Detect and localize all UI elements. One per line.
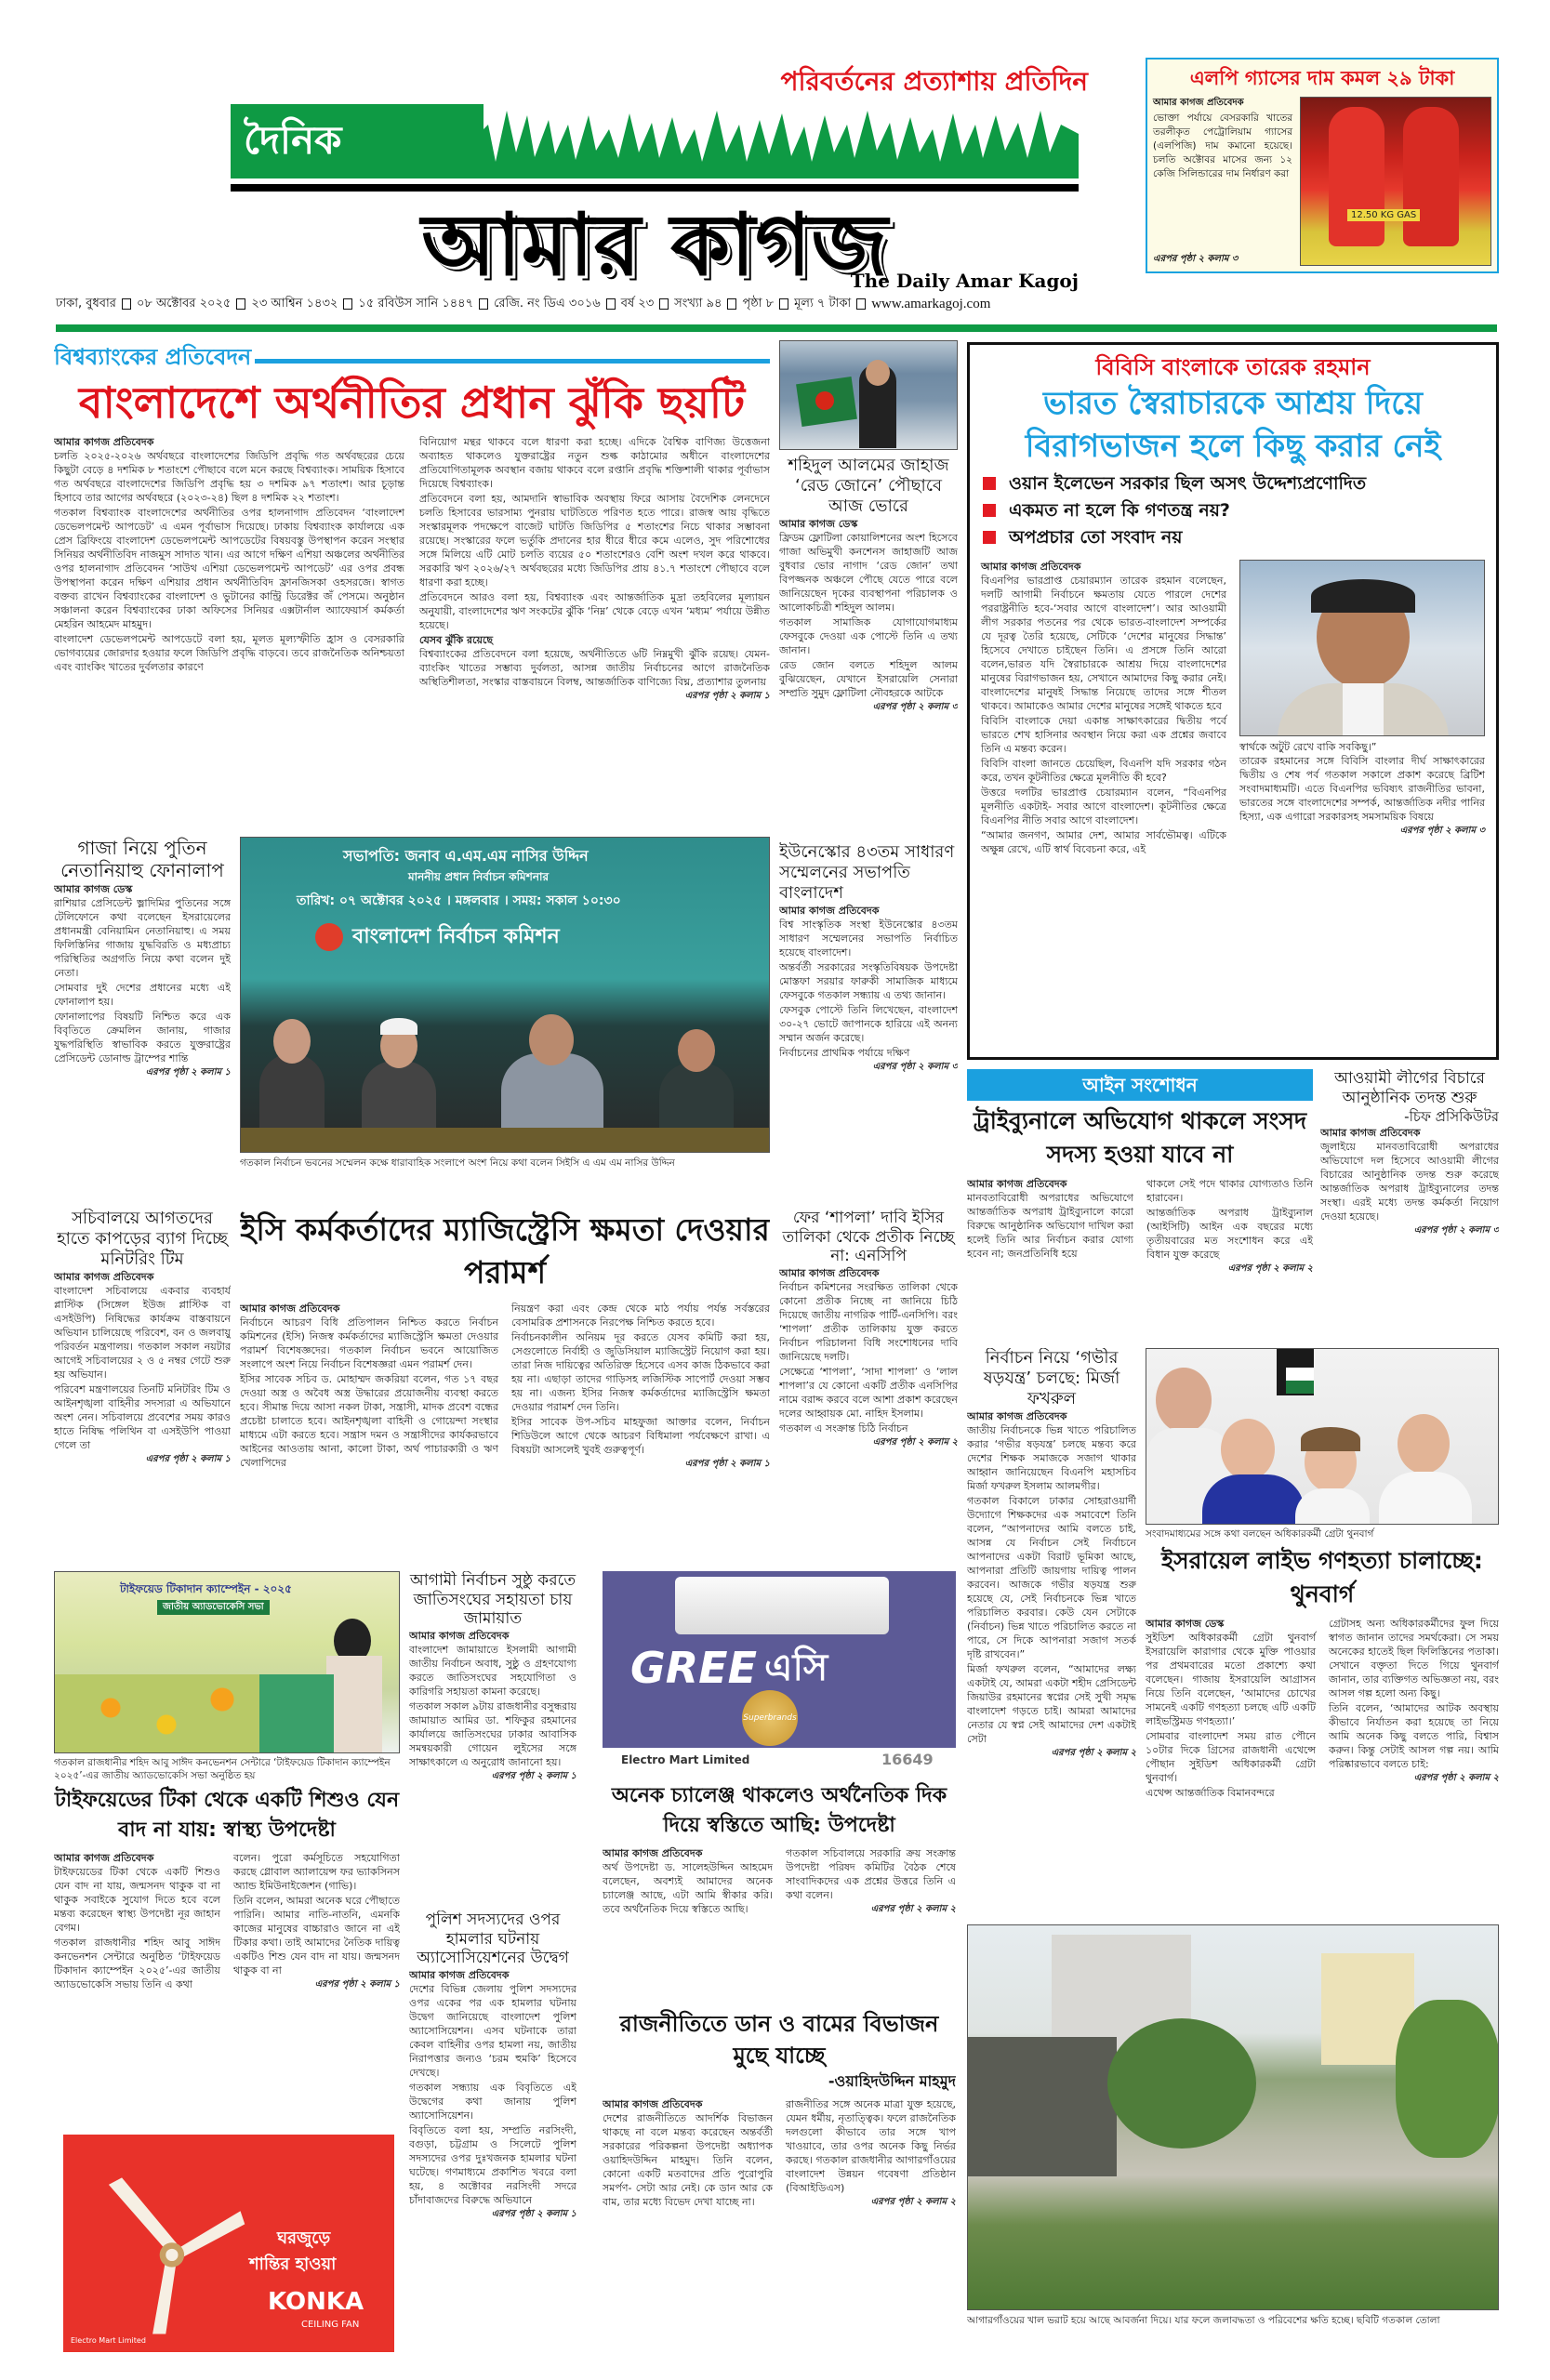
- dainik-label: দৈনিক: [244, 117, 342, 163]
- putin-headline[interactable]: গাজা নিয়ে পুতিন নেতানিয়াহু ফোনালাপ: [60, 837, 224, 882]
- lead-paragraph: চলতি ২০২৫-২০২৬ অর্থবছরে বাংলাদেশের জিডিপি প্রবৃদ্ধি গত অর্থবছরের চেয়ে কিছুটা বেড়ে ৪ দশমিক ৮ শতাংশে পৌছাবে বলে মনে করছে বিশ্বব্যাংক। সাময়িক হিসাবে গত অর্থবছরে বাংলাদেশের জিডিপি প্রবৃদ্ধি হয় ৩ দশমিক ৯৭ শতাংশ। আর চূড়ান্ত হিসাবে তার আগের অর্থবছরে (২০২৩-২৪) ছিল ৪ দশমিক ২২ শতাংশ।: [54, 450, 404, 504]
- fakhrul-byline: আমার কাগজ প্রতিবেদক: [967, 1409, 1067, 1422]
- greta-block[interactable]: [1146, 1348, 1499, 1915]
- masthead-title-en-visible: The Daily Amar Kagoj: [850, 270, 1079, 292]
- shapla-paragraph: সেক্ষেত্রে ‘শাপলা’, ‘সাদা শাপলা’ ও ‘লাল শাপলা’র যে কোনো একটি প্রতীক এনসিপির নামে বরাদ্দ করবে বলে আশা প্রকাশ করেছেন দলের আহ্বায়ক মো. নাহিদ ইসলাম।: [779, 1366, 958, 1421]
- typhoid-paragraph: গতকাল রাজধানীর শহিদ আবু সাঈদ কনভেনশন সেন্টারে অনুষ্ঠিত ‘টাইফয়েড টিকাদান ক্যাম্পেইন ২০২৫’-এর জাতীয় অ্যাডভোকেসি সভায় তিনি এ কথা: [54, 1937, 220, 1990]
- shapla-byline: আমার কাগজ প্রতিবেদক: [779, 1267, 880, 1280]
- lead-paragraph: প্রতিবেদনে আরও বলা হয়, বিশ্বব্যাংক এবং আন্তর্জাতিক মুদ্রা তহবিলের মূল্যায়ন অনুযায়ী, বাংলাদেশের ঋণ সংকটের ঝুঁকি ‘নিম্ন’ থেকে বেড়ে এখন ‘মধ্যম’ পর্যায়ে উন্নীত হয়েছে।: [419, 591, 770, 631]
- shahidul-story[interactable]: [779, 340, 958, 837]
- gree-brand: GREE: [630, 1643, 758, 1693]
- secretariat-paragraph: পরিবেশ মন্ত্রণালয়ের তিনটি মনিটরিং টিম ও আইনশৃঙ্খলা বাহিনীর সদস্যরা এ অভিযানে অংশ নেন। সচিবালয়ে প্রবেশের সময় কারও হাতে নিষিদ্ধ পলিথিন বা এসইউপি পাওয়া গেলে তা: [54, 1382, 231, 1451]
- tarique-byline: আমার কাগজ প্রতিবেদক: [981, 561, 1081, 573]
- konka-product: CEILING FAN: [301, 2320, 360, 2330]
- politics-byline: আমার কাগজ প্রতিবেদক: [603, 2098, 703, 2110]
- dateline-item: ঢাকা, বুধবার: [56, 297, 116, 311]
- politics-headline[interactable]: রাজনীতিতে ডান ও বামের বিভাজন মুছে যাচ্ছে: [619, 2011, 939, 2069]
- shahidul-paragraph: গতকাল সামাজিক যোগাযোগমাধ্যম ফেসবুকে দেওয়া এক পোস্টে তিনি এ তথ্য জানান।: [779, 615, 958, 656]
- gree-phone[interactable]: 16649: [881, 1751, 934, 1768]
- dateline: [56, 296, 1497, 312]
- greta-paragraph: সোমবার বাংলাদেশ সময় রাত পৌনে ১০টার দিকে গ্রিসের রাজধানী এথেন্সে পৌছান সুইডিশ অধিকারকর্মী গ্রেটা থুনবার্গ।: [1146, 1730, 1316, 1784]
- teaser-box[interactable]: [1146, 58, 1499, 273]
- typhoid-byline: আমার কাগজ প্রতিবেদক: [54, 1852, 154, 1864]
- putin-byline: আমার কাগজ ডেস্ক: [54, 882, 133, 895]
- canal-block: [967, 1924, 1499, 2361]
- tarique-headline[interactable]: ভারত স্বৈরাচারকে আশ্রয় দিয়ে বিরাগভাজন হলে কিছু করার নেই: [1025, 385, 1441, 465]
- tarique-kicker: বিবিসি বাংলাকে তারেক রহমান: [1095, 354, 1371, 380]
- unesco-continued[interactable]: এরপর পৃষ্ঠা ২ কলাম ৩: [872, 1061, 958, 1072]
- typhoid-banner-sub: জাতীয় অ্যাডভোকেসি সভা: [157, 1600, 270, 1615]
- unesco-story[interactable]: [779, 842, 958, 1205]
- shahidul-headline[interactable]: শহিদুল আলমের জাহাজ ‘রেড জোনে’ পৌছাবে আজ ভোরে: [788, 456, 949, 516]
- tarique-rahman-photo: [1239, 560, 1485, 736]
- masthead-green-rule: [56, 324, 1497, 332]
- lead-subhead: যেসব ঝুঁকি রয়েছে: [419, 634, 494, 646]
- dateline-item: ২৩ আশ্বিন ১৪৩২: [251, 297, 338, 311]
- politics-attribution: -ওয়াহিদউদ্দিন মাহমুদ: [828, 2072, 956, 2090]
- teaser-continued[interactable]: এরপর পৃষ্ঠা ২ কলাম ৩: [1153, 254, 1239, 264]
- ec-banner-line: সভাপতি: জনাব এ.এম.এম নাসির উদ্দিন: [343, 847, 589, 865]
- secretariat-story[interactable]: [54, 1209, 231, 1562]
- secretariat-paragraph: বাংলাদেশ সচিবালয়ে একবার ব্যবহার্য প্লাস্টিক (সিঙ্গেল ইউজ প্লাস্টিক বা এসইউপি) নিষিদ্ধের কার্যক্রম বাস্তবায়নে অভিযান চালিয়েছে পরিবেশ, বন ও জলবায়ু পরিবর্তন মন্ত্রণালয়। গতকাল সকাল নয়টার আগেই সচিবালয়ের ২ ও ৫ নম্বর গেটে শুরু হয় অভিযান।: [54, 1284, 231, 1381]
- tarique-paragraph: স্বার্থকে অটুট রেখে বাকি সবকিছু।”: [1239, 741, 1377, 753]
- shapla-headline[interactable]: ফের ‘শাপলা’ দাবি ইসির তালিকা থেকে প্রতীক নিচ্ছে না: এনসিপি: [782, 1209, 955, 1266]
- greta-thunberg-photo: [1146, 1348, 1499, 1525]
- lead-paragraph: বিশ্বব্যাংকের প্রতিবেদনে বলা হয়েছে, অর্থনীতিতে ৬টি নিম্নমুখী ঝুঁকি রয়েছ। যেমন- ব্যাংকিং খাতের সম্ভাব্য দুর্বলতা, আসন্ন জাতীয় নির্বাচনের আগে রাজনৈতিক অস্থিতিশীলতা, সংস্কার বাস্তবায়নে বিলম্ব, আন্তর্জাতিক বাণিজ্যে বিঘ্ন, প্রত্যাশার তুলনায়: [419, 648, 770, 688]
- tribunal-paragraph: মানবতাবিরোধী অপরাধের অভিযোগে আন্তর্জাতিক অপরাধ ট্রাইব্যুনালে কারো বিরুদ্ধে আনুষ্ঠানিক অভিযোগ দাখিল করা হলেই তিনি আর নির্বাচন করার যোগ্য হবেন না; জনপ্রতিনিধি হয়ে: [967, 1192, 1133, 1260]
- politics-paragraph: রাজনীতির সঙ্গে অনেক মাত্রা যুক্ত হয়েছে, যেমন ধর্মীয়, নৃতাত্ত্বিক। ফলে রাজনৈতিক দলগুলো কীভাবে তার সঙ্গে খাপ খাওয়াবে, তার ওপর অনেক কিছু নির্ভর করছে। গতকাল রাজধানীর আগারগাঁওয়ের বাংলাদেশ উন্নয়ন গবেষণা প্রতিষ্ঠান (বিআইডিএস): [786, 2098, 956, 2194]
- greta-continued[interactable]: এরপর পৃষ্ঠা ২ কলাম ২: [1413, 1773, 1499, 1783]
- typhoid-campaign-photo: [54, 1571, 400, 1753]
- police-story[interactable]: [409, 1911, 576, 2361]
- canal-photo-caption: আগারগাঁওয়ের খাল ভরাট হয়ে আছে আবর্জনা দিয়ে। যার ফলে জলাবদ্ধতা ও পরিবেশের ক্ষতি হচ্ছে। ছবিটি গতকাল তোলা: [967, 2315, 1440, 2326]
- tarique-paragraph: তারেক রহমানের সঙ্গে বিবিসি বাংলার দীর্ঘ সাক্ষাৎকারের দ্বিতীয় ও শেষ পর্ব গতকাল সকালে প্রকাশ করেছে ব্রিটিশ সংবাদমাধ্যমটি। এতে বিএনপির ভবিষ্যৎ রাজনীতির ভাবনা, ভারতের সঙ্গে বাংলাদেশের সম্পর্ক, আন্তর্জাতিক নদীর পানির হিস্যা, এক এগারো সরকারসহ সমসাময়িক বিষয়ে: [1239, 755, 1485, 823]
- shapla-continued[interactable]: এরপর পৃষ্ঠা ২ কলাম ২: [872, 1437, 958, 1448]
- lead-byline: আমার কাগজ প্রতিবেদক: [54, 436, 154, 448]
- economy-paragraph: অর্থ উপদেষ্টা ড. সালেহউদ্দিন আহমেদ বলেছেন, অবশ্যই আমাদের অনেক চ্যালেঞ্জ আছে, এটা আমি স্বীকার করি। তবে অর্থনৈতিক দিয়ে স্বস্তিতে আছি।: [603, 1861, 773, 1915]
- politics-continued[interactable]: এরপর পৃষ্ঠা ২ কলাম ২: [870, 2197, 956, 2207]
- tarique-paragraph: বিবিসি বাংলা জানতে চেয়েছিল, বিএনপি যদি সরকার গঠন করে, তখন কূটনীতির ক্ষেত্রে মূলনীতি কী হবে?: [981, 758, 1226, 784]
- typhoid-paragraph: বলেন। পুরো কর্মসূচিতে সহযোগিতা করছে গ্লোবাল অ্যালায়েন্স ফর ভ্যাকসিনস অ্যান্ড ইমিউনাইজেশন (গাভি)।: [233, 1852, 400, 1892]
- unesco-byline: আমার কাগজ প্রতিবেদক: [779, 904, 880, 917]
- secretariat-continued[interactable]: এরপর পৃষ্ঠা ২ কলাম ১: [145, 1453, 231, 1464]
- masthead-tagline: পরিবর্তনের প্রত্যাশায় প্রতিদিন: [780, 66, 1088, 97]
- konka-logo: KONKA: [268, 2288, 364, 2316]
- fakhrul-paragraph: জাতীয় নির্বাচনকে ভিন্ন খাতে পরিচালিত করার ‘গভীর ষড়যন্ত্র’ চলছে মন্তব্য করে দেশের শিক্ষক সমাজকে সজাগ থাকার আহ্বান জানিয়েছেন বিএনপি মহাসচিব মির্জা ফখরুল ইসলাম আলমগীর।: [967, 1423, 1136, 1492]
- website-link[interactable]: www.amarkagoj.com: [871, 297, 991, 311]
- typhoid-continued[interactable]: এরপর পৃষ্ঠা ২ কলাম ১: [314, 1979, 400, 1990]
- putin-paragraph: রাশিয়ার প্রেসিডেন্ট ভ্লাদিমির পুতিনের সঙ্গে টেলিফোনে কথা বলেছেন ইসরায়েলের প্রধানমন্ত্রী বেনিয়ামিন নেতানিয়াহু। এ সময় ফিলিস্তিনির গাজায় যুদ্ধবিরতি ও মধ্যপ্রাচ্য পরিস্থিতির অগ্রগতি নিয়ে কথা বলেন দুই নেতা।: [54, 896, 231, 979]
- putin-continued[interactable]: এরপর পৃষ্ঠা ২ কলাম ১: [145, 1066, 231, 1078]
- shahidul-paragraph: রেড জোন বলতে শহিদুল আলম বুঝিয়েছেন, যেখানে ইসরায়েলি সেনারা সম্প্রতি সুমুদ ফ্লোটিলা নৌবহরকে আটকে: [779, 658, 958, 699]
- dateline-item: রেজি. নং ডিএ ৩০১৬: [494, 297, 601, 311]
- typhoid-paragraph: টাইফয়েডের টিকা থেকে একটি শিশুও যেন বাদ না যায়, জন্মসনদ থাকুক বা না থাকুক সবাইকে সুযোগ দিতে হবে বলে মন্তব্য করেছেন স্বাস্থ্য উপদেষ্টা নূর জাহান বেগম।: [54, 1866, 220, 1934]
- fakhrul-paragraph: মির্জা ফখরুল বলেন, “আমাদের লক্ষ্য একটাই যে, আমরা একটা শহীদ প্রেসিডেন্ট জিয়াউর রহমানের স্বপ্নের সেই সুখী সমৃদ্ধ বাংলাদেশ গড়তে চাই। আমরা আমাদের নেতার যে স্বপ্ন সেই আমাদের দেশ একটাই সেটা: [967, 1662, 1136, 1745]
- ec-magistracy-headline[interactable]: ইসি কর্মকর্তাদের ম্যাজিস্ট্রেসি ক্ষমতা দেওয়ার পরামর্শ: [240, 1211, 770, 1290]
- greta-headline[interactable]: ইসরায়েল লাইভ গণহত্যা চালাচ্ছে: থুনবার্গ: [1161, 1547, 1483, 1607]
- tribunal-byline: আমার কাগজ প্রতিবেদক: [967, 1178, 1067, 1190]
- tarique-paragraph: বিএনপির ভারপ্রাপ্ত চেয়ারম্যান তারেক রহমান বলেছেন, দলটি আগামী নির্বাচনে ক্ষমতায় যেতে পারলে দেশের পররাষ্ট্রনীতি হবে-‘সবার আগে বাংলাদেশ’। আর আওয়ামী লীগ সরকার পতনের পর থেকে ভারত-বাংলাদেশ সম্পর্কের যে দূরত্ব তৈরি হয়েছে, সেটিকে ‘দেশের মানুষের সিদ্ধান্ত’ হিসেবে দেখাতে চাইছেন তিনি। এ প্রসঙ্গে তিনি আরো বলেন,ভারত যদি স্বৈরাচারকে আশ্রয় দিয়ে বাংলাদেশের মানুষের বিরাগভাজন হয়, সেখানে আমাদের কিছু করার নেই। বাংলাদেশের মানুষই সিদ্ধান্ত নিয়েছে তাদের সঙ্গে শীতল থাকবে। আমাকেও আমার দেশের মানুষের সঙ্গেই থাকতে হবে: [981, 575, 1226, 712]
- shapla-paragraph: গতকাল এ সংক্রান্ত চিঠি নির্বাচন: [779, 1422, 908, 1435]
- agargaon-canal-photo: [967, 1924, 1499, 2310]
- unesco-paragraph: অন্তর্বর্তী সরকারের সংস্কৃতিবিষয়ক উপদেষ্টা মোস্তফা সরয়ার ফারুকী সামাজিক মাধ্যমে ফেসবুকে গতকাল সন্ধ্যায় এ তথ্য জানান।: [779, 960, 958, 1001]
- awami-attribution: -চিফ প্রসিকিউটর: [1404, 1108, 1499, 1126]
- awami-byline: আমার কাগজ প্রতিবেদক: [1320, 1127, 1421, 1140]
- konka-dealer: Electro Mart Limited: [71, 2336, 146, 2345]
- dateline-item: মূল্য ৭ টাকা: [794, 297, 852, 311]
- jamaat-paragraph: বাংলাদেশ জামায়াতে ইসলামী আগামী জাতীয় নির্বাচন অবাধ, সুষ্ঠু ও গ্রহণযোগ্য করতে জাতিসংঘের সহযোগিতা ও কারিগরি সহায়তা কামনা করেছে।: [409, 1644, 576, 1699]
- lead-headline[interactable]: বাংলাদেশে অর্থনীতির প্রধান ঝুঁকি ছয়টি: [78, 377, 746, 428]
- gree-ac-ad[interactable]: [603, 1571, 956, 1772]
- teaser-body: ভোক্তা পর্যায়ে বেসরকারি খাতের তরলীকৃত পেট্রোলিয়াম গ্যাসের (এলপিজি) দাম কমানো হয়েছে। চলতি অক্টোবর মাসের জন্য ১২ কেজি সিলিন্ডারের দাম নির্ধারণ করা: [1153, 112, 1292, 179]
- greta-photo-caption: সংবাদমাধ্যমের সঙ্গে কথা বলছেন অধিকারকর্মী গ্রেটা থুনবার্গ: [1146, 1528, 1374, 1540]
- teaser-byline: আমার কাগজ প্রতিবেদক: [1153, 98, 1244, 108]
- typhoid-banner: টাইফয়েড টিকাদান ক্যাম্পেইন - ২০২৫: [120, 1582, 292, 1595]
- fakhrul-paragraph: গতকাল বিকালে ঢাকার সোহরাওয়ার্দী উদ্যোগে শিক্ষকদের এক সমাবেশে তিনি বলেন, “আপনাদের আমি বলতে চাই, আসন্ন যে নির্বাচন সেই নির্বাচনে আপনাদের একটা বিরাট ভূমিকা আছে, আপনারা প্রতিটি জায়গায় দায়িত্ব পালন করবেন। আজকে গভীর ষড়যন্ত্র শুরু হয়েছে যে, সেই নির্বাচনকে ভিন্ন খাতে পরিচালিত করবার। কেউ যেন সেটাকে (নির্বাচন) ভিন্ন খাতে পরিচালিত করতে না পারে, সে দিকে আপনারা সজাগ সতর্ক দৃষ্টি রাখবেন।”: [967, 1494, 1136, 1660]
- unesco-paragraph: নির্বাচনের প্রাথমিক পর্যায়ে দক্ষিণ: [779, 1046, 910, 1059]
- ec-magistracy-byline: আমার কাগজ প্রতিবেদক: [240, 1302, 340, 1315]
- jamaat-paragraph: গতকাল সকাল ৯টায় রাজধানীর বসুন্ধরায় জামায়াত আমির ডা. শফিকুর রহমানের কার্যালয়ে জাতিসংঘের ঢাকার আবাসিক সমন্বয়কারী গোয়েন লুইসের সঙ্গে সাক্ষাৎকালে এ অনুরোধ জানানো হয়।: [409, 1700, 576, 1769]
- putin-paragraph: ফোনালাপের বিষয়টি নিশ্চিত করে এক বিবৃতিতে ক্রেমলিন জানায়, গাজার যুদ্ধপরিস্থিতি স্বাভাবিক করতে যুক্তরাষ্ট্রের প্রেসিডেন্ট ডোনাল্ড ট্রাম্পের শান্তি: [54, 1010, 231, 1064]
- greta-paragraph: তিনি বলেন, ‘আমাদের আটক অবস্থায় কীভাবে নির্যাতন করা হয়েছে তা নিয়ে আমি অনেক কিছু বলতে পারি, বিশ্বাস করুন। কিন্তু সেটাই আসল গল্প নয়। আমি পরিষ্কারভাবে বলতে চাই:: [1329, 1702, 1499, 1770]
- dateline-item: সংখ্যা ৯৪: [674, 297, 722, 311]
- tarique-paragraph: “আমার জনগণ, আমার দেশ, আমার সার্বভৌমত্ব। এটিকে অক্ষুন্ন রেখে, এটি স্বার্থ বিবেচনা করে, এই: [981, 829, 1226, 855]
- tarique-bullet: ওয়ান ইলেভেন সরকার ছিল অসৎ উদ্দেশ্যপ্রণোদিত: [983, 471, 1483, 496]
- lead-continued[interactable]: এরপর পৃষ্ঠা ২ কলাম ১: [684, 691, 770, 701]
- typhoid-headline[interactable]: টাইফয়েডের টিকা থেকে একটি শিশুও যেন বাদ না যায়: স্বাস্থ্য উপদেষ্টা: [54, 1789, 400, 1842]
- jamaat-continued[interactable]: এরপর পৃষ্ঠা ২ কলাম ১: [491, 1771, 576, 1782]
- typhoid-paragraph: তিনি বলেন, আমরা অনেক ঘরে পৌছাতে পারিনি। আমার নাতি-নাতনি, এমনকি কাজের মানুষের বাচ্চারাও জানে না এই টিকার কথা। তাই আমাদের নৈতিক দায়িত্ব একটিও শিশু যেন বাদ না যায়। জন্মসনদ থাকুক বা না: [233, 1895, 400, 1977]
- lead-paragraph: বাংলাদেশ ডেভেলপমেন্ট আপডেটে বলা হয়, মূলত মূল্যস্ফীতি হ্রাস ও বেসরকারি ভোগব্যয়ের জোরদার হওয়ার ফলে জিডিপি প্রবৃদ্ধি বাড়বে। তবে রাজনৈতিক অনিশ্চয়তা এবং ব্যাংকিং খাতের দুর্বলতার কারণে: [54, 633, 404, 673]
- ec-photo-caption: গতকাল নির্বাচন ভবনের সম্মেলন কক্ষে ধারাবাহিক সংলাপে অংশ নিয়ে কথা বলেন সিইসি এ এম এম নাসির উদ্দিন: [240, 1157, 675, 1169]
- lpg-cylinder-photo: [1300, 97, 1491, 266]
- lead-paragraph: গতকাল বিশ্বব্যাংক বাংলাদেশের অর্থনীতির ওপর হালনাগাদ প্রতিবেদন ‘বাংলাদেশ ডেভেলপমেন্ট আপডেট’ এ এমন পূর্বাভাস দিয়েছে। ঢাকায় বিশ্বব্যাংক কার্যালয়ে এক প্রেস ব্রিফিংয়ে বাংলাদেশ ডেভেলপমেন্ট আপডেটের বিষয়বস্তু উপস্থাপন করেন সংস্থার সিনিয়র অর্থনীতিবিদ নাজমুস সাদাত খান। এর আগে দক্ষিণ এশিয়া অঞ্চলের অর্থনীতির ওপর হালনাগাদ প্রতিবেদন ‘সাউথ এশিয়া ডেভেলপমেন্ট আপডেট’ এর ওপর প্রবন্ধ উপস্থাপনা করেন দক্ষিণ এশিয়ার প্রধান অর্থনীতিবিদ ফ্রানজিসকা ওহসরজে। স্বাগত বক্তব্য রাখেন বিশ্বব্যাংকের বাংলাদেশ ও ভুটানের কান্ট্রি ডিরেক্টর জঁ পেসমে। অনুষ্ঠান সঞ্চালনা করেন বিশ্বব্যাংকের ঢাকা অফিসের সিনিয়র এক্সটার্নাল অ্যাফেয়ার্স কর্মকর্তা মেহরিন আহমেদ মাহমুদ।: [54, 507, 404, 630]
- awami-story[interactable]: [1320, 1069, 1499, 1339]
- teaser-headline[interactable]: এলপি গ্যাসের দাম কমল ২৯ টাকা: [1189, 67, 1455, 89]
- fakhrul-story[interactable]: [967, 1348, 1136, 1915]
- ec-magistracy-continued[interactable]: এরপর পৃষ্ঠা ২ কলাম ১: [684, 1459, 770, 1469]
- dateline-item: বর্ষ ২৩: [620, 297, 655, 311]
- secretariat-byline: আমার কাগজ প্রতিবেদক: [54, 1270, 154, 1283]
- shahidul-continued[interactable]: এরপর পৃষ্ঠা ২ কলাম ৩: [872, 701, 958, 712]
- economy-continued[interactable]: এরপর পৃষ্ঠা ২ কলাম ২: [870, 1904, 956, 1914]
- ec-banner-line: তারিখ: ০৭ অক্টোবর ২০২৫ । মঙ্গলবার । সময়: সকাল ১০:৩০: [297, 893, 621, 908]
- awami-headline[interactable]: আওয়ামী লীগের বিচারে আনুষ্ঠানিক তদন্ত শুরু: [1334, 1069, 1485, 1107]
- politics-paragraph: দেশের রাজনীতিতে আদর্শিক বিভাজন থাকছে না বলে মন্তব্য করেছেন অন্তর্বর্তী সরকারের পরিকল্পনা উপদেষ্টা অধ্যাপক ওয়াহিদউদ্দিন মাহমুদ। তিনি বলেন, কোনো একটি মতবাদের প্রতি পুরোপুরি সমর্পণ- সেটা আর নেই। কে ডান আর কে বাম, তার মধ্যে বিভেদ দেখা যাচ্ছে না।: [603, 2112, 773, 2208]
- tribunal-headline[interactable]: ট্রাইব্যুনালে অভিযোগ থাকলে সংসদ সদস্য হওয়া যাবে না: [973, 1107, 1307, 1168]
- putin-story[interactable]: [54, 837, 231, 1199]
- police-paragraph: বিবৃতিতে বলা হয়, সম্প্রতি নরসিংদী, বগুড়া, চট্টগ্রাম ও সিলেটে পুলিশ সদস্যদের ওপর দুঃখজনক হামলার ঘটনা ঘটেছে। গণমাধ্যমে প্রকাশিত খবরে বলা হয়, ৪ অক্টোবর নরসিংদী সদরে চাঁদাবাজদের বিরুদ্ধে অভিযানে: [409, 2124, 576, 2207]
- kicker-rule: [255, 359, 770, 364]
- unesco-paragraph: বিশ্ব সাংস্কৃতিক সংস্থা ইউনেস্কোর ৪৩তম সাধারণ সম্মেলনের সভাপতি নির্বাচিত হয়েছে বাংলাদেশ।: [779, 918, 958, 959]
- secretariat-headline[interactable]: সচিবালয়ে আগতদের হাতে কাপড়ের ব্যাগ দিচ্ছে মনিটরিং টিম: [57, 1209, 228, 1269]
- ec-magistracy-story[interactable]: [240, 1209, 770, 1562]
- awami-paragraph: জুলাইয়ে মানবতাবিরোধী অপরাধের অভিযোগে দল হিসেবে আওয়ামী লীগের বিচারের আনুষ্ঠানিক তদন্ত শুরু করেছে আন্তর্জাতিক অপরাধ ট্রাইব্যুনালের তদন্ত সংস্থা। এরই মধ্যে তদন্ত কর্মকর্তা নিয়োগ দেওয়া হয়েছে।: [1320, 1141, 1499, 1223]
- unesco-headline[interactable]: ইউনেস্কোর ৪৩তম সাধারণ সম্মেলনের সভাপতি বাংলাদেশ: [779, 842, 955, 903]
- police-byline: আমার কাগজ প্রতিবেদক: [409, 1969, 510, 1982]
- jamaat-story[interactable]: [409, 1571, 576, 1901]
- lead-paragraph: বিনিয়োগ মন্থর থাকবে বলে ধারণা করা হচ্ছে। এদিকে বৈশ্বিক বাণিজ্য উত্তেজনা অব্যাহত থাকলেও যুক্তরাষ্ট্রের নতুন শুল্ক কাঠামোর অধীনে বাংলাদেশের প্রতিযোগিতামূলক অবস্থান বজায় থাকবে বলে রপ্তানি প্রবৃদ্ধি শক্তিশালী থাকার পূর্বাভাস দিয়েছে বিশ্বব্যাংক।: [419, 436, 770, 490]
- tarique-bullet: একমত না হলে কি গণতন্ত্র নয়?: [983, 498, 1483, 522]
- masthead: [0, 0, 1550, 335]
- jamaat-byline: আমার কাগজ প্রতিবেদক: [409, 1630, 510, 1643]
- unesco-paragraph: ফেসবুক পোস্টে তিনি লিখেছেন, বাংলাদেশ ৩০-২৭ ভোটে জাপানকে হারিয়ে এই অনন্য সম্মান অর্জন করেছে।: [779, 1003, 958, 1044]
- masthead-rule-top: [231, 184, 1079, 192]
- tribunal-paragraph: থাকলে সেই পদে থাকার যোগ্যতাও তিনি হারাবেন।: [1146, 1178, 1313, 1204]
- awami-continued[interactable]: এরপর পৃষ্ঠা ২ কলাম ৩: [1413, 1225, 1499, 1236]
- masthead-title: আমার কাগজ: [421, 195, 888, 295]
- konka-slogan: ঘরজুড়ে: [277, 2228, 331, 2248]
- tribunal-kicker: আইন সংশোধন: [967, 1069, 1313, 1101]
- economy-paragraph: গতকাল সচিবালয়ে সরকারি ক্রয় সংক্রান্ত উপদেষ্টা পরিষদ কমিটির বৈঠক শেষে সাংবাদিকদের এক প্রশ্নের উত্তরে তিনি এ কথা বলেন।: [786, 1847, 956, 1901]
- police-continued[interactable]: এরপর পৃষ্ঠা ২ কলাম ১: [491, 2209, 576, 2220]
- police-headline[interactable]: পুলিশ সদস্যদের ওপর হামলার ঘটনায় অ্যাসোসিয়েশনের উদ্বেগ: [417, 1911, 569, 1968]
- tribunal-story[interactable]: [967, 1069, 1313, 1339]
- police-paragraph: গতকাল সন্ধ্যায় এক বিবৃতিতে এই উদ্বেগের কথা জানায় পুলিশ অ্যাসোসিয়েশন।: [409, 2082, 576, 2122]
- tarique-paragraph: উত্তরে দলটির ভারপ্রাপ্ত চেয়ারম্যান বলেন, “বিএনপির মূলনীতি একটাই- সবার আগে বাংলাদেশ। কূটনীতির ক্ষেত্রে বিএনপির নীতি সবার আগে বাংলাদেশ।: [981, 787, 1226, 826]
- dateline-item: ০৮ অক্টোবর ২০২৫: [136, 297, 232, 311]
- typhoid-photo-caption: গতকাল রাজধানীর শহিদ আবু সাঈদ কনভেনশন সেন্টারে ‘টাইফয়েড টিকাদান ক্যাম্পেইন ২০২৫’-এর জাতীয় অ্যাডভোকেসি সভা অনুষ্ঠিত হয়: [54, 1757, 391, 1781]
- fakhrul-headline[interactable]: নির্বাচন নিয়ে ‘গভীর ষড়যন্ত্র’ চলছে: মির্জা ফখরুল: [983, 1348, 1120, 1408]
- gree-logo: [630, 1642, 828, 1694]
- ec-magistracy-paragraph: নির্বাচনে আচরণ বিধি প্রতিপালন নিশ্চিত করতে নির্বাচন কমিশনের (ইসি) নিজস্ব কর্মকর্তাদের ম্যাজিস্ট্রেসি ক্ষমতা দেওয়ার পরামর্শ বিশেষজ্ঞদের। গতকাল নির্বাচন ভবনে আয়োজিত সংলাপে অংশ নিয়ে নির্বাচন বিশেষজ্ঞরা এমন পরামর্শ দেন।: [240, 1316, 498, 1370]
- ec-magistracy-paragraph: নির্বাচনকালীন অনিয়ম দূর করতে যেসব কমিটি করা হয়, সেগুলোতে নির্বাহী ও জুডিসিয়াল ম্যাজিস্ট্রেট নিয়োগ করা হয়। তারা নিজ দায়িত্বের অতিরিক্ত হিসেবে এসব কাজ ঠিকভাবে করা হয় না। এছাড়া তাদের গাড়িসহ লজিস্টিক সাপোর্ট দেওয়া সম্ভব হয় না। এজন্য ইসির নিজস্ব কর্মকর্তাদের ম্যাজিস্ট্রেসি ক্ষমতা দেওয়ার পরামর্শ দেন তিনি।: [511, 1331, 770, 1413]
- dateline-item: পৃষ্ঠা ৮: [742, 297, 775, 311]
- ec-banner-line: মাননীয় প্রধান নির্বাচন কমিশনার: [408, 870, 550, 883]
- konka-slogan: শান্তির হাওয়া: [249, 2254, 337, 2274]
- tarique-paragraph: বিবিসি বাংলাকে দেয়া একান্ত সাক্ষাৎকারের দ্বিতীয় পর্বে ভারতে শেখ হাসিনার অবস্থান নিয়ে করা এক প্রশ্নের জবাবে তিনি এ মন্তব্য করেন।: [981, 715, 1226, 755]
- ec-magistracy-paragraph: নিয়ন্ত্রণ করা এবং কেন্দ্র থেকে মাঠ পর্যায় পর্যন্ত সর্বস্তরের বেসামরিক প্রশাসনকে নিরপেক্ষ নিশ্চিত করতে হবে।: [511, 1302, 770, 1329]
- jamaat-headline[interactable]: আগামী নির্বাচন সুষ্ঠু করতে জাতিসংঘের সহায়তা চায় জামায়াত: [409, 1571, 576, 1629]
- greta-paragraph: এথেন্স আন্তর্জাতিক বিমানবন্দরে: [1146, 1787, 1275, 1799]
- lead-story[interactable]: [54, 340, 770, 827]
- tribunal-paragraph: আন্তর্জাতিক অপরাধ ট্রাইব্যুনাল (আইসিটি) আইন এক বছরের মধ্যে তৃতীয়বারের মত সংশোধন করে এই বিধান যুক্ত করেছে: [1146, 1207, 1313, 1261]
- gree-dealer: Electro Mart Limited: [621, 1753, 750, 1766]
- ec-photo-block: [240, 837, 770, 1199]
- konka-fan-ad[interactable]: [63, 2135, 394, 2352]
- tarique-continued[interactable]: এরপর পৃষ্ঠা ২ কলাম ৩: [1399, 826, 1485, 836]
- ec-banner-line: বাংলাদেশ নির্বাচন কমিশন: [352, 925, 560, 948]
- economy-headline[interactable]: অনেক চ্যালেঞ্জ থাকলেও অর্থনৈতিক দিক দিয়ে স্বস্তিতে আছি: উপদেষ্টা: [611, 1784, 947, 1837]
- shahidul-byline: আমার কাগজ ডেস্ক: [779, 517, 858, 530]
- ac-unit-graphic: [675, 1577, 889, 1634]
- fakhrul-continued[interactable]: এরপর পৃষ্ঠা ২ কলাম ২: [1051, 1747, 1136, 1758]
- lead-kicker: বিশ্বব্যাংকের প্রতিবেদন: [54, 344, 252, 370]
- tarique-box[interactable]: [967, 342, 1499, 1060]
- ec-magistracy-paragraph: ইসির সাবেক সচিব ড. মোহাম্মদ জকরিয়া বলেন, গত ১৭ বছর দেওয়া অস্ত্র ও অবৈধ অস্ত্র উদ্ধারের প্রয়োজনীয় ব্যবস্থা করতে হবে। সীমান্ত দিয়ে আসা নকল টাকা, সন্ত্রাসী, মাদক প্রবেশ বন্ধের প্রচেষ্টা চালাতে হবে। আইনশৃঙ্খলা বাহিনী ও গোয়েন্দা সংস্থার মাধ্যমে এটা করতে হবে। সন্ত্রাস দমন ও সন্ত্রাসীদের কার্যকরভাবে আইনের আওতায় আনা, কালো টাকা, অর্থ পাচারকারী ও ঋণ খেলাপিদের: [240, 1373, 498, 1469]
- ec-magistracy-paragraph: ইসির সাবেক উপ-সচিব মাহফুজা আক্তার বলেন, নির্বাচন শিডিউলে আগে থেকে আচরণ বিধিমালা পর্যবেক্ষণে রাখা। এ বিষয়টা আসলেই খুবই গুরুত্বপূর্ণ।: [511, 1416, 770, 1456]
- tribunal-continued[interactable]: এরপর পৃষ্ঠা ২ কলাম ২: [1227, 1263, 1313, 1274]
- cylinder-label: 12.50 KG GAS: [1347, 209, 1420, 221]
- shahidul-ship-photo: [779, 340, 958, 450]
- gree-suffix: এসি: [764, 1646, 828, 1689]
- dateline-item: ১৫ রবিউস সানি ১৪৪৭: [358, 297, 474, 311]
- ec-dialogue-photo: [240, 837, 770, 1153]
- shapla-paragraph: নির্বাচন কমিশনের সংরক্ষিত তালিকা থেকে কোনো প্রতীক নিচ্ছে না জানিয়ে চিঠি দিয়েছে জাতীয় নাগরিক পার্টি-এনসিপি। বরং ‘শাপলা’ প্রতীক তালিকায় যুক্ত করতে নির্বাচন পরিচালনা বিধি সংশোধনের দাবি জানিয়েছে দলটি।: [779, 1281, 958, 1364]
- typhoid-block[interactable]: [54, 1571, 400, 2124]
- putin-paragraph: সোমবার দুই দেশের প্রধানের মধ্যে এই ফোনালাপ হয়।: [54, 981, 231, 1008]
- shapla-story[interactable]: [779, 1209, 958, 1562]
- shahidul-paragraph: ফ্রিডম ফ্লোটিলা কোয়ালিশনের অংশ হিসেবে গাজা অভিমুখী কনশেনস জাহাজটি আজ বুধবার ভোর নাগাদ ‘রেড জোন’ তথা বিপজ্জনক অঞ্চলে পৌছে যেতে পারে বলে জানিয়েছেন দৃকের ব্যবস্থাপনা পরিচালক ও আলোকচিত্রী শহিদুল আলম।: [779, 531, 958, 614]
- economy-story[interactable]: [603, 1781, 956, 1999]
- tarique-bullet: অপপ্রচার তো সংবাদ নয়: [983, 525, 1483, 549]
- police-paragraph: দেশের বিভিন্ন জেলায় পুলিশ সদস্যদের ওপর একের পর এক হামলার ঘটনায় উদ্বেগ জানিয়েছে বাংলাদেশ পুলিশ অ্যাসোসিয়েশন। এসব ঘটনাকে তারা কেবল বাহিনীর ওপর হামলা নয়, জাতীয় নিরাপত্তার জন্যও ‘চরম হুমকি’ হিসেবে দেখছে।: [409, 1983, 576, 2080]
- greta-paragraph: গ্রেটাসহ অন্য অধিকারকর্মীদের ফুল দিয়ে স্বাগত জানান তাদের সমর্থকেরা। সে সময় অনেকের হাতেই ছিল ফিলিস্তিনের পতাকা। সেখানে বক্তৃতা দিতে গিয়ে থুনবার্গ জানান, তার ব্যক্তিগত অভিজ্ঞতা নয়, বরং আসল গল্প হলো অন্য কিছু।: [1329, 1618, 1499, 1699]
- grass-graphic: [479, 97, 1079, 178]
- ceiling-fan-graphic: [91, 2153, 249, 2339]
- greta-paragraph: সুইডিশ অধিকারকর্মী গ্রেটা থুনবার্গ ইসরায়েলি কারাগার থেকে মুক্তি পাওয়ার পর প্রথমবারের মতো প্রকাশ্যে কথা বলেছেন। গাজায় ইসরায়েলি আগ্রাসন নিয়ে তিনি বলেছেন, ‘আমাদের চোখের সামনেই একটি গণহত্যা চলছে এটি একটি লাইভস্ট্রিমড গণহত্যা।’: [1146, 1632, 1316, 1727]
- economy-byline: আমার কাগজ প্রতিবেদক: [603, 1847, 703, 1859]
- greta-byline: আমার কাগজ ডেস্ক: [1146, 1618, 1225, 1630]
- lead-paragraph: প্রতিবেদনে বলা হয়, আমদানি স্বাভাবিক অবস্থায় ফিরে আসায় বৈদেশিক লেনদেনে চলতি হিসাবের ভারসাম্য পুনরায় ঘাটতিতে পরিণত হতে পারে। রাজস্ব আয় বৃদ্ধিতে সংস্কারমূলক পদক্ষেপে বাজেট ঘাটতি জিডিপির ৫ শতাংশের নিচে থাকার সম্ভাবনা রয়েছে। সংস্কারের ফলে ভর্তুকি প্রদানের হার ধীরে ধীরে কমে এলেও, সুদ পরিশোধের সঙ্গে মিলিয়ে এটি মোট চলতি ব্যয়ের ৫০ শতাংশেরও বেশি অংশ দখল করে থাকবে। সরকারি ঋণ ২০২৬/২৭ অর্থবছরের মধ্যে জিডিপির প্রায় ৪১.৭ শতাংশে পৌছাবে বলে ধারণা করা হচ্ছে।: [419, 493, 770, 588]
- politics-story[interactable]: [603, 2008, 956, 2361]
- superbrands-seal: Superbrands: [742, 1690, 798, 1746]
